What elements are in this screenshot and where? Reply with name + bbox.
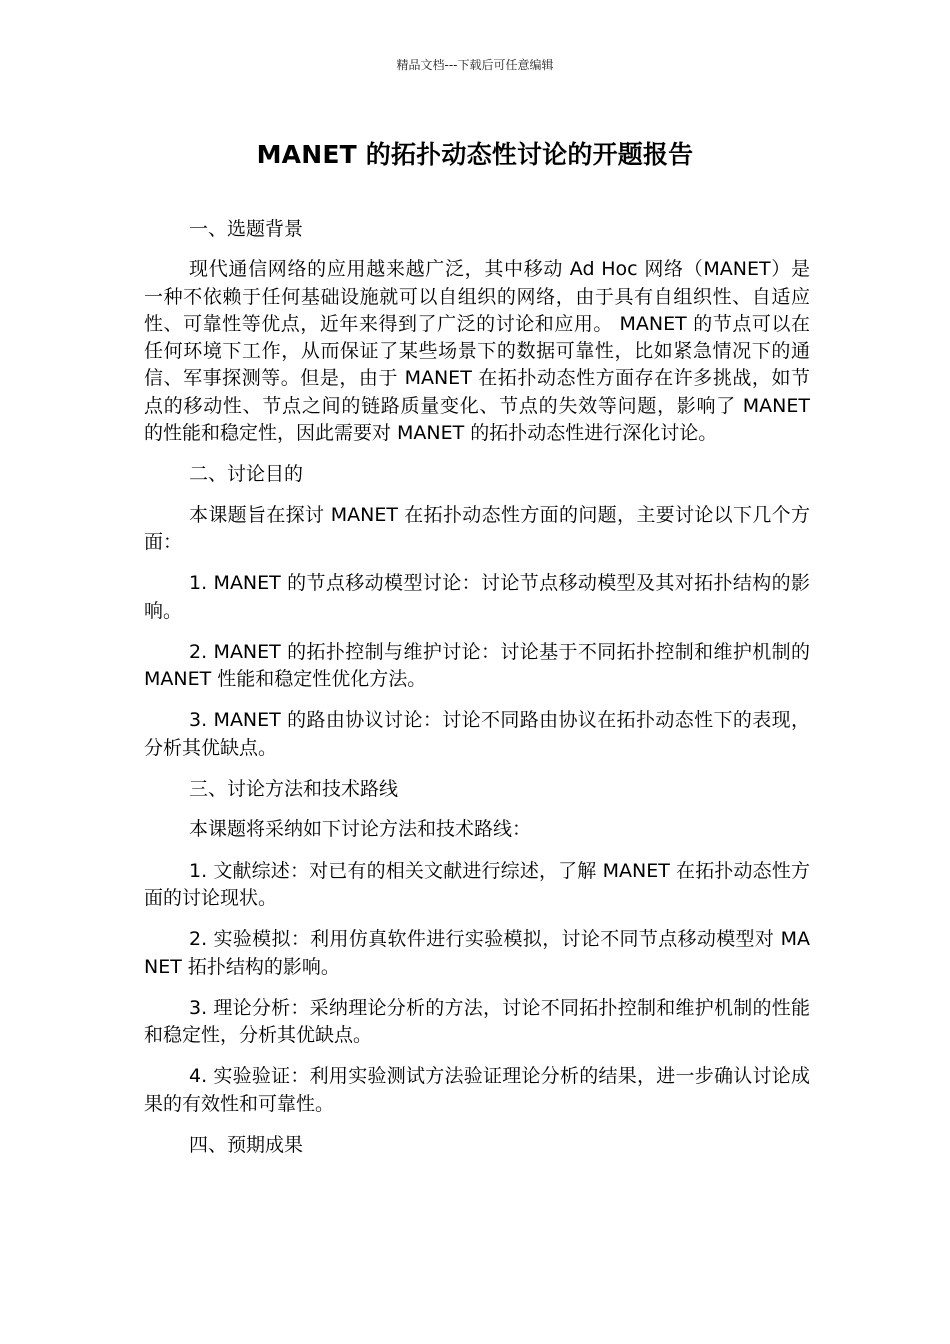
- section-heading-method: 三、讨论方法和技术路线: [189, 778, 399, 801]
- document-body: [144, 216, 810, 1172]
- method-item: 4. 实验验证：利用实验测试方法验证理论分析的结果，进一步确认讨论成果的有效性和可靠性。: [144, 1065, 810, 1115]
- objective-intro-paragraph: 本课题旨在探讨 MANET 在拓扑动态性方面的问题，主要讨论以下几个方面：: [144, 503, 810, 553]
- method-intro-paragraph: 本课题将采纳如下讨论方法和技术路线：: [189, 818, 532, 841]
- document-title: MANET 的拓扑动态性讨论的开题报告: [256, 140, 694, 169]
- section-heading-background: 一、选题背景: [189, 218, 304, 240]
- page-header: 精品文档---下载后可任意编辑: [396, 58, 554, 72]
- objective-item: 2. MANET 的拓扑控制与维护讨论：讨论基于不同拓扑控制和维护机制的 MANET 性能和稳定性优化方法。: [144, 640, 810, 691]
- method-item: 3. 理论分析：采纳理论分析的方法，讨论不同拓扑控制和维护机制的性能和稳定性，分析其优缺点。: [144, 996, 810, 1047]
- section-heading-outcome: 四、预期成果: [189, 1134, 304, 1157]
- method-item: 2. 实验模拟：利用仿真软件进行实验模拟，讨论不同节点移动模型对 MANET 拓扑结构的影响。: [144, 928, 810, 978]
- section-heading-objective: 二、讨论目的: [189, 463, 304, 486]
- objective-item: 3. MANET 的路由协议讨论：讨论不同路由协议在拓扑动态性下的表现，分析其优缺点。: [144, 709, 810, 759]
- method-item: 1. 文献综述：对已有的相关文献进行综述，了解 MANET 在拓扑动态性方面的讨论现状。: [144, 859, 810, 909]
- background-paragraph: 现代通信网络的应用越来越广泛，其中移动 Ad Hoc 网络（MANET）是一种不依赖于任何基础设施就可以自组织的网络，由于具有自组织性、自适应性、可靠性等优点，近年来得到了广泛的讨论和应用。 MANET 的节点可以在任何环境下工作，从而保证了某些场景下的数据可靠性，比如紧急情况下的通信、军事探测等。但是，由于 MANET 在拓扑动态性方面存在许多挑战，如节点的移动性、节点之间的链路质量变化、节点的失效等问题，影响了 MANET 的性能和稳定性，因此需要对 MANET 的拓扑动态性进行深化讨论。: [144, 258, 810, 445]
- objective-item: 1. MANET 的节点移动模型讨论：讨论节点移动模型及其对拓扑结构的影响。: [144, 572, 810, 622]
